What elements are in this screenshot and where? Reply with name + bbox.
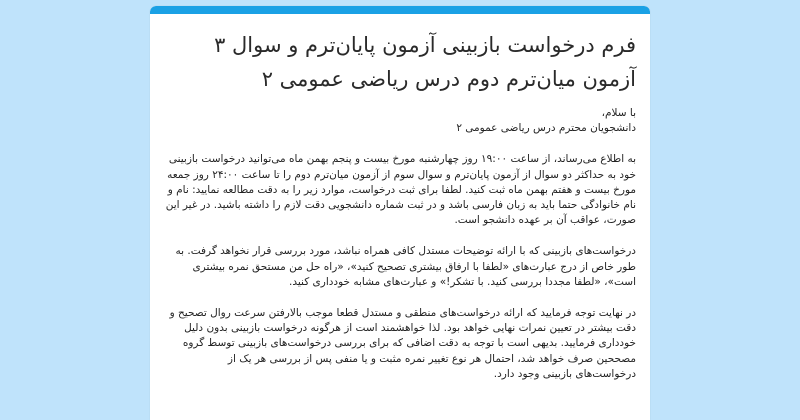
description-paragraph-notice: در نهایت توجه فرمایید که ارائه درخواست‌های منطقی و مستدل قطعا موجب بالارفتن سرعت روال تصحیح و دقت بیشتر در تعیین نمرات نهایی خواهد بود. لذا خواهشمند است از هرگونه درخواست بازبینی بدون دلیل خودداری فرمایید. بدیهی است با توجه به دقت اضافی که برای بررسی درخواست‌های بازبینی توسط گروه مصححین صرف خواهد شد، احتمال هر نوع تغییر نمره مثبت و یا منفی پس از بررسی هر یک از درخواست‌های بازبینی وجود دارد. bbox=[169, 307, 636, 380]
greeting-salutation: با سلام، bbox=[601, 107, 636, 119]
form-accent-bar bbox=[150, 6, 650, 14]
form-card bbox=[150, 6, 650, 420]
form-description bbox=[164, 106, 636, 382]
description-paragraph-deadline: به اطلاع می‌رساند، از ساعت ۱۹:۰۰ روز چهارشنبه مورخ بیست و پنجم بهمن ماه می‌توانید درخواست بازبینی خود به حداکثر دو سوال از آزمون پایان‌ترم و سوال سوم از آزمون میان‌ترم دوم را تا ساعت ۲۴:۰۰ روز جمعه مورخ بیست و هفتم بهمن ماه ثبت کنید. لطفا برای ثبت درخواست، موارد زیر را به دقت مطالعه نمایید: نام و نام خانوادگی حتما باید به زبان فارسی باشد و در ثبت شماره دانشجویی دقت لازم را داشته باشید. در غیر این صورت، عواقب آن بر عهده دانشجو است. bbox=[165, 153, 636, 227]
form-title: فرم درخواست بازبینی آزمون پایان‌ترم و سوال ۳ آزمون میان‌ترم دوم درس ریاضی عمومی ۲ bbox=[214, 33, 636, 91]
greeting-addressee: دانشجویان محترم درس ریاضی عمومی ۲ bbox=[456, 122, 636, 135]
greeting bbox=[164, 106, 636, 136]
description-paragraph-justification: درخواست‌های بازبینی که با ارائه توضیحات مستدل کافی همراه نباشد، مورد بررسی قرار نخواهد گرفت. به طور خاص از درج عبارت‌های «لطفا با ارفاق بیشتری تصحیح کنید»، «راه حل من مستحق نمره بیشتری است»، «لطفا مجددا بررسی کنید. با تشکر!» و عبارت‌های مشابه خودداری کنید. bbox=[175, 245, 636, 288]
form-header bbox=[150, 14, 650, 382]
